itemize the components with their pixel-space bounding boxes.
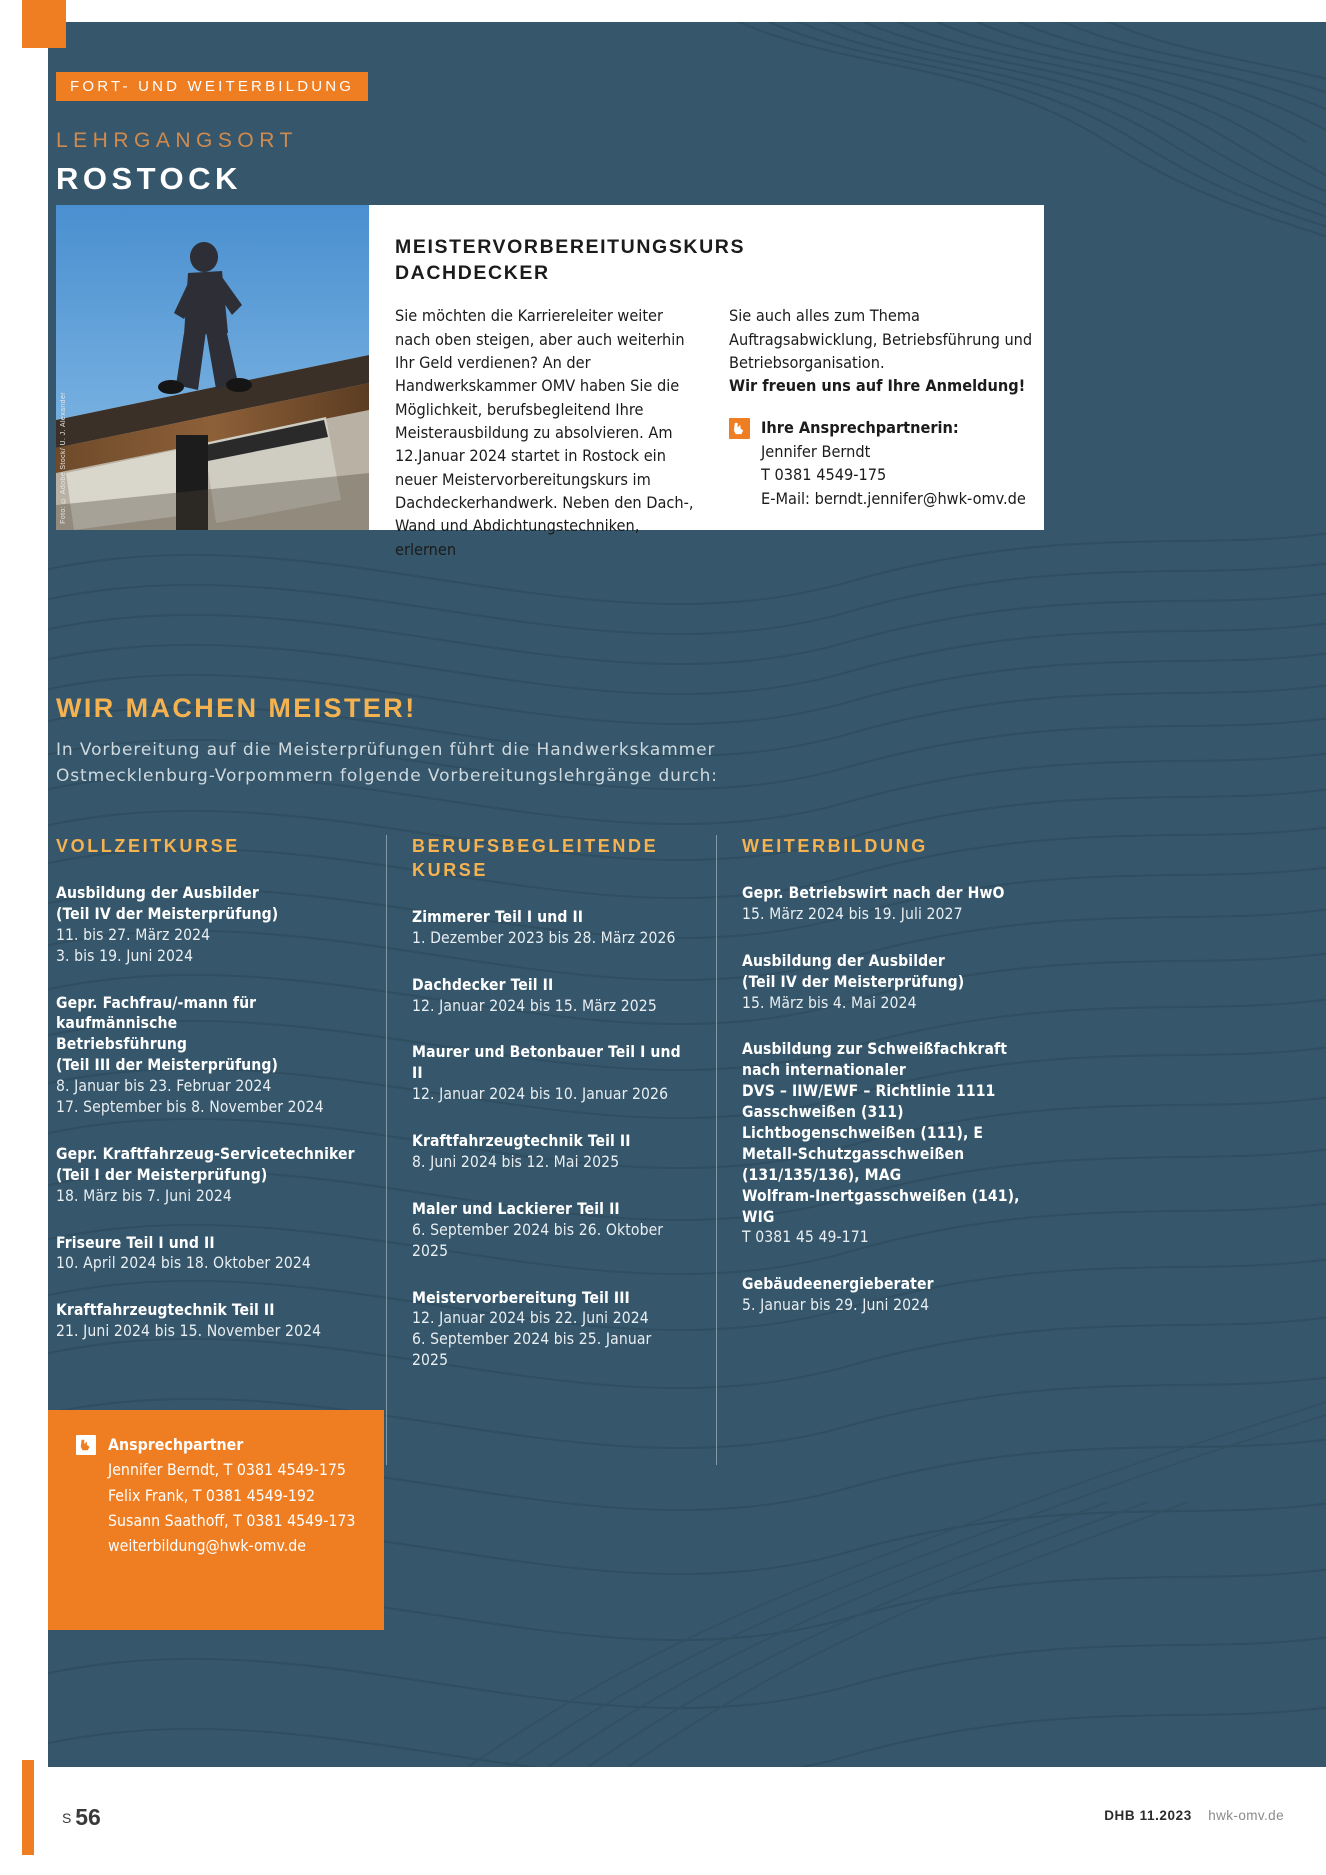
course-title: Maler und Lackierer Teil II <box>412 1199 620 1218</box>
course-column-weiterbildung <box>716 835 1046 1740</box>
course-entry <box>56 1233 362 1275</box>
course-entry <box>412 975 692 1017</box>
section-heading: WIR MACHEN MEISTER! <box>56 693 417 723</box>
course-dates: 5. Januar bis 29. Juni 2024 <box>742 1296 930 1315</box>
ansprechpartner-heading: Ansprechpartner <box>108 1435 244 1454</box>
ansprechpartner-line-2: Susann Saathoff, T 0381 4549-173 <box>108 1510 356 1530</box>
course-title: Ausbildung der Ausbilder (Teil IV der Meisterprüfung) <box>56 883 279 923</box>
course-entry <box>742 1039 1046 1248</box>
course-dates: 12. Januar 2024 bis 22. Juni 2024 6. September 2024 bis 25. Januar 2025 <box>412 1309 652 1370</box>
article-title-line2: DACHDECKER <box>395 261 550 284</box>
footer-url[interactable]: hwk-omv.de <box>1208 1808 1284 1823</box>
course-list-vollzeitkurse <box>56 883 362 1342</box>
course-title: Gebäudeenergieberater <box>742 1275 934 1294</box>
course-title: Maurer und Betonbauer Teil I und II <box>412 1043 681 1083</box>
course-title: Zimmerer Teil I und II <box>412 907 584 926</box>
course-title: Ausbildung zur Schweißfachkraft nach internationaler DVS – IIW/EWF – Richtlinie 1111 Gasschweißen (311) Lichtbogenschweißen (111), E Metall-Schutzgasschweißen (131/135/136), MAG Wolfram-Inertgasschweißen (141), WIG <box>742 1040 1020 1226</box>
course-dates: 15. März bis 4. Mai 2024 <box>742 993 917 1012</box>
course-entry <box>412 907 692 949</box>
course-dates: 18. März bis 7. Juni 2024 <box>56 1186 232 1205</box>
course-title: Gepr. Kraftfahrzeug-Servicetechniker (Teil I der Meisterprüfung) <box>56 1144 355 1184</box>
course-title: Gepr. Fachfrau/-mann für kaufmännische Betriebsführung (Teil III der Meisterprüfung) <box>56 993 278 1075</box>
ansprechpartner-box <box>48 1410 384 1630</box>
article-card <box>56 205 1044 559</box>
course-entry <box>56 883 362 967</box>
column-heading-berufsbegleitend: BERUFSBEGLEITENDE KURSE <box>412 836 659 880</box>
course-dates: 21. Juni 2024 bis 15. November 2024 <box>56 1322 322 1341</box>
course-dates: T 0381 45 49-171 <box>742 1228 869 1247</box>
article-text-column-right <box>729 304 1035 561</box>
footer-page-prefix: S <box>62 1810 72 1826</box>
contact-name: Jennifer Berndt <box>761 441 871 461</box>
orange-bottom-bar-decoration <box>22 1760 34 1855</box>
course-title: Kraftfahrzeugtechnik Teil II <box>412 1132 631 1151</box>
course-title: Meistervorbereitung Teil III <box>412 1288 630 1307</box>
course-title: Gepr. Betriebswirt nach der HwO <box>742 883 1005 902</box>
course-entry <box>412 1288 692 1372</box>
orange-corner-square-decoration <box>22 0 66 48</box>
course-title: Kraftfahrzeugtechnik Teil II <box>56 1301 275 1320</box>
contact-heading: Ihre Ansprechpartnerin: <box>761 417 959 437</box>
course-dates: 8. Juni 2024 bis 12. Mai 2025 <box>412 1153 620 1171</box>
course-dates: 6. September 2024 bis 26. Oktober 2025 <box>412 1220 664 1260</box>
course-entry <box>56 1144 362 1207</box>
course-entry <box>742 883 1046 925</box>
course-dates: 1. Dezember 2023 bis 28. März 2026 <box>412 928 676 947</box>
article-body <box>369 205 1061 559</box>
section-subtitle: In Vorbereitung auf die Meisterprüfungen führt die Handwerkskammer Ostmecklenburg-Vorpommern folgende Vorbereitungslehrgänge durch: <box>56 740 718 786</box>
ansprechpartner-email[interactable]: weiterbildung@hwk-omv.de <box>108 1536 306 1556</box>
course-list-weiterbildung <box>742 883 1046 1316</box>
course-dates: 15. März 2024 bis 19. Juli 2027 <box>742 904 963 923</box>
pointer-hand-icon-white <box>76 1435 96 1455</box>
course-title: Ausbildung der Ausbilder (Teil IV der Meisterprüfung) <box>742 951 965 991</box>
column-heading-weiterbildung: WEITERBILDUNG <box>742 836 928 856</box>
article-photo <box>56 205 369 530</box>
photo-credit: Foto: © Adobe Stock/ U. J. Alexander <box>60 392 67 524</box>
lehrgangsort-city: ROSTOCK <box>56 161 242 196</box>
article-text-column-left <box>395 304 701 561</box>
footer-right <box>1104 1808 1284 1823</box>
course-dates: 8. Januar bis 23. Februar 2024 17. September bis 8. November 2024 <box>56 1077 324 1116</box>
footer-page-number <box>62 1806 101 1829</box>
course-entry <box>412 1042 692 1105</box>
ansprechpartner-line-0: Jennifer Berndt, T 0381 4549-175 <box>108 1460 346 1480</box>
course-entry <box>412 1131 692 1173</box>
course-list-berufsbegleitend <box>412 907 692 1371</box>
course-entry <box>56 1300 362 1342</box>
course-column-berufsbegleitend <box>386 835 716 1740</box>
section-kicker-badge: FORT- UND WEITERBILDUNG <box>56 72 368 101</box>
course-title: Friseure Teil I und II <box>56 1233 215 1252</box>
contact-email[interactable]: E-Mail: berndt.jennifer@hwk-omv.de <box>761 489 1026 509</box>
course-dates: 12. Januar 2024 bis 15. März 2025 <box>412 996 657 1015</box>
article-paragraph-left: Sie möchten die Karriereleiter weiter nach oben steigen, aber auch weiterhin Ihr Geld verdienen? An der Handwerkskammer OMV haben Sie die Möglichkeit, berufsbegleitend Ihre Meisterausbildung zu absolvieren. Am 12.Januar 2024 startet in Rostock ein neuer Meistervorbereitungskurs im Dachdeckerhandwerk. Neben den Dach-, Wand und Abdichtungstechniken, erlernen <box>395 306 694 559</box>
footer-page-value: 56 <box>75 1804 101 1830</box>
course-entry <box>56 993 362 1118</box>
article-contact-lines <box>761 416 1026 511</box>
course-dates: 11. bis 27. März 2024 3. bis 19. Juni 2024 <box>56 925 211 965</box>
article-anmeldung-line: Wir freuen uns auf Ihre Anmeldung! <box>729 376 1026 396</box>
article-paragraph-right: Sie auch alles zum Thema Auftragsabwicklung, Betriebsführung und Betriebsorganisation. <box>729 306 1033 373</box>
article-title <box>395 235 1035 286</box>
ansprechpartner-text <box>108 1432 355 1558</box>
contact-phone: T 0381 4549-175 <box>761 465 887 485</box>
course-title: Dachdecker Teil II <box>412 975 554 994</box>
ansprechpartner-line-1: Felix Frank, T 0381 4549-192 <box>108 1485 315 1505</box>
article-title-line1: MEISTERVORBEREITUNGSKURS <box>395 236 746 258</box>
column-heading-vollzeitkurse: VOLLZEITKURSE <box>56 836 240 856</box>
course-dates: 10. April 2024 bis 18. Oktober 2024 <box>56 1254 311 1273</box>
pointer-hand-icon <box>729 418 750 439</box>
footer-issue: DHB 11.2023 <box>1104 1808 1192 1823</box>
lehrgangsort-label: LEHRGANGSORT <box>56 129 298 152</box>
course-entry <box>742 1274 1046 1316</box>
course-dates: 12. Januar 2024 bis 10. Januar 2026 <box>412 1085 669 1104</box>
article-contact-block <box>729 416 1035 511</box>
course-entry <box>412 1199 692 1262</box>
course-entry <box>742 951 1046 1014</box>
